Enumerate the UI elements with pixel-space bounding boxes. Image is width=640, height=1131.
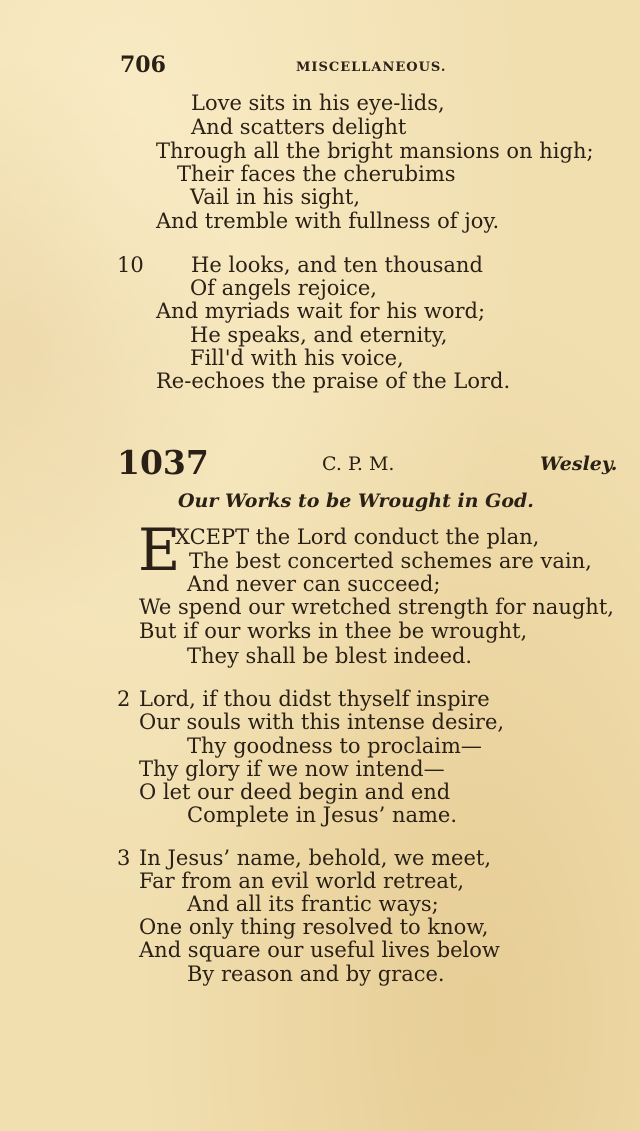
verse-line: And scatters delight: [191, 115, 407, 139]
verse-line: And myriads wait for his word;: [156, 299, 486, 323]
verse-line: Far from an evil world retreat,: [139, 869, 465, 893]
stanza-number: 3: [117, 846, 131, 870]
verse-line: Vail in his sight,: [190, 185, 361, 209]
hymn-author: Wesley.: [540, 453, 618, 475]
hymn-number: 1037: [117, 443, 209, 482]
verse-line: And tremble with fullness of joy.: [156, 209, 500, 233]
verse-line: He looks, and ten thousand: [191, 253, 483, 277]
verse-line: Lord, if thou didst thyself inspire: [139, 687, 490, 711]
verse-line: In Jesus’ name, behold, we meet,: [139, 846, 492, 870]
verse-line: By reason and by grace.: [187, 962, 445, 986]
verse-line: Love sits in his eye-lids,: [191, 91, 445, 115]
verse-line: Complete in Jesus’ name.: [187, 803, 458, 827]
hymn-meter: C. P. M.: [322, 453, 395, 475]
verse-line: O let our deed begin and end: [139, 780, 451, 804]
stanza-number: 2: [117, 687, 131, 711]
verse-line: Through all the bright mansions on high;: [156, 139, 594, 163]
verse-line: Of angels rejoice,: [190, 276, 377, 300]
verse-line: Our souls with this intense desire,: [139, 710, 505, 734]
verse-line: And all its frantic ways;: [187, 892, 439, 916]
verse-line: One only thing resolved to know,: [139, 915, 489, 939]
verse-line: The best concerted schemes are vain,: [189, 549, 592, 573]
verse-line: Re-echoes the praise of the Lord.: [156, 369, 511, 393]
drop-cap: E: [138, 516, 181, 584]
stanza-number: 10: [117, 253, 144, 277]
verse-line: And square our useful lives below: [139, 938, 500, 962]
verse-line: Their faces the cherubims: [177, 162, 456, 186]
running-title: MISCELLANEOUS.: [296, 60, 447, 75]
verse-line: Thy glory if we now intend—: [139, 757, 445, 781]
verse-line: And never can succeed;: [187, 572, 441, 596]
verse-line: We spend our wretched strength for naught,: [139, 595, 614, 619]
verse-line: Thy goodness to proclaim—: [187, 734, 482, 758]
verse-line: But if our works in thee be wrought,: [139, 619, 528, 643]
page-number: 706: [120, 52, 166, 78]
verse-line: They shall be blest indeed.: [187, 644, 473, 668]
verse-line: XCEPT the Lord conduct the plan,: [175, 525, 540, 549]
verse-line: Fill'd with his voice,: [190, 346, 404, 370]
hymn-title: Our Works to be Wrought in God.: [178, 490, 534, 512]
verse-line: He speaks, and eternity,: [190, 323, 448, 347]
